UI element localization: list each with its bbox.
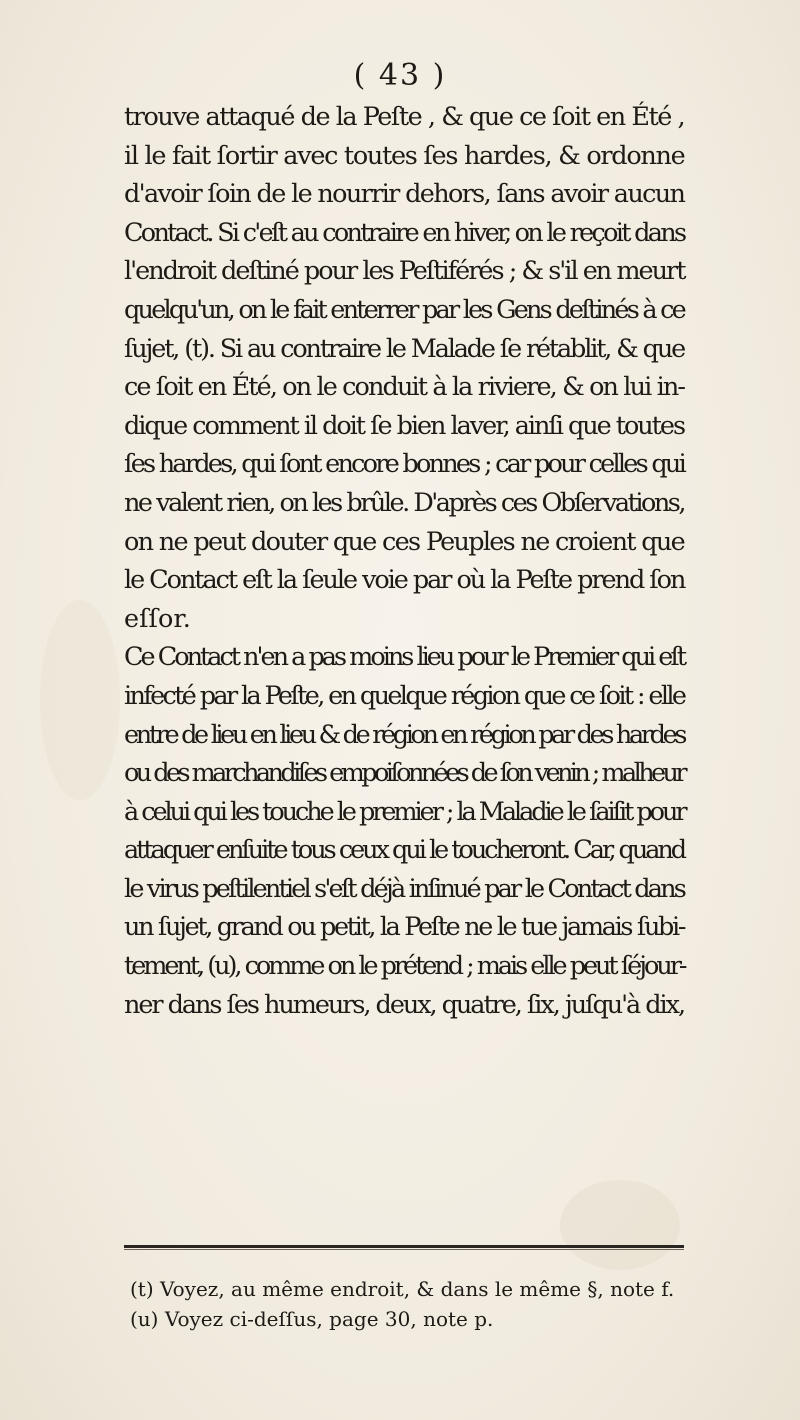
text-line: infecté par la Peſte, en quelque région que ce ſoit : elle <box>124 680 685 711</box>
footnotes <box>130 1274 690 1334</box>
paper-stain <box>40 600 120 800</box>
footnote-rule-thin <box>124 1249 684 1250</box>
text-line: dique comment il doit ſe bien laver, ainſi que toutes <box>124 410 684 441</box>
text-line: un ſujet, grand ou petit, la Peſte ne le tue jamais ſubi- <box>124 912 685 943</box>
text-line: attaquer enſuite tous ceux qui le toucheront. Car, quand <box>124 835 685 866</box>
text-line: Ce Contact n'en a pas moins lieu pour le Premier qui eſt <box>124 642 685 673</box>
footnote-t: (t) Voyez, au même endroit, & dans le même §, note f. <box>130 1277 675 1301</box>
text-line: d'avoir ſoin de le nourrir dehors, ſans avoir aucun <box>124 179 685 210</box>
footnote-u: (u) Voyez ci-deſſus, page 30, note p. <box>130 1307 494 1331</box>
text-line: ner dans ſes humeurs, deux, quatre, ſix, juſqu'à dix, <box>124 989 684 1020</box>
text-line: quelqu'un, on le fait enterrer par les Gens deſtinés à ce <box>124 294 684 325</box>
text-line: trouve attaqué de la Peſte , & que ce ſoit en Été , <box>124 102 685 132</box>
text-line: l'endroit deſtiné pour les Peſtiférés ; & s'il en meurt <box>124 256 685 287</box>
footnote-rule <box>124 1245 684 1248</box>
text-line: ce ſoit en Été, on le conduit à la riviere, & on lui in- <box>124 372 685 403</box>
text-line: à celui qui les touche le premier ; la Maladie le ſaiſit pour <box>124 796 685 827</box>
text-line: ou des marchandiſes empoiſonnées de ſon venin ; malheur <box>124 758 684 789</box>
text-line: il le fait ſortir avec toutes ſes hardes, & ordonne <box>124 140 685 171</box>
text-line: ſujet, (t). Si au contraire le Malade ſe rétablit, & que <box>124 333 685 364</box>
text-line: le Contact eſt la ſeule voie par où la Peſte prend ſon <box>124 565 685 596</box>
text-line: tement, (u), comme on le prétend ; mais elle peut ſéjour- <box>124 951 685 982</box>
page-number: ( 43 ) <box>353 58 447 93</box>
text-line: Contact. Si c'eſt au contraire en hiver, on le reçoit dans <box>124 217 685 248</box>
paper-stain <box>560 1180 680 1270</box>
text-line: eſſor. <box>124 603 191 634</box>
text-line: le virus peſtilentiel s'eſt déjà inſinué par le Contact dans <box>124 873 684 904</box>
text-line: entre de lieu en lieu & de région en région par des hardes <box>124 719 685 750</box>
body-text <box>124 98 684 1024</box>
text-line: ſes hardes, qui ſont encore bonnes ; car pour celles qui <box>124 449 684 480</box>
text-line: ne valent rien, on les brûle. D'après ces Obſervations, <box>124 487 684 518</box>
text-line: on ne peut douter que ces Peuples ne croient que <box>124 526 684 557</box>
